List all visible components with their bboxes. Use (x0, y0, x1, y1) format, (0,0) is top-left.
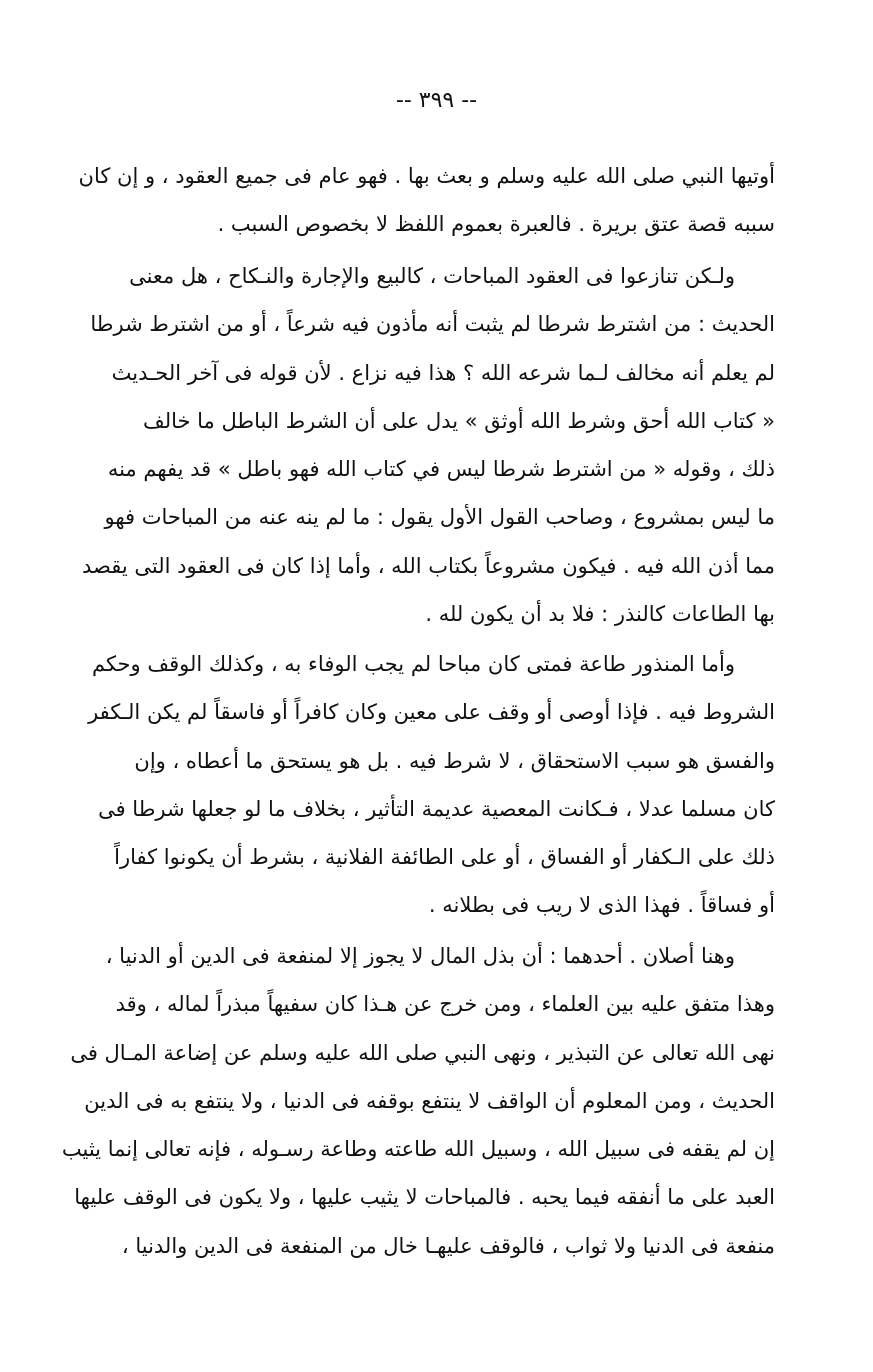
text-line: « كتاب الله أحق وشرط الله أوثق » يدل على أن الشرط الباطل ما خالف (142, 408, 775, 433)
paragraph-4 (61, 932, 775, 1270)
text-line: العبد على ما أنفقه فيما يحبه . فالمباحات لا يثيب عليها ، ولا يكون فى الوقف عليها (74, 1185, 775, 1210)
text-line: كان مسلما عدلا ، فـكانت المعصية عديمة التأثير ، بخلاف ما لو جعلها شرطا فى (98, 796, 775, 821)
text-line: نهى الله تعالى عن التبذير ، ونهى النبي صلى الله عليه وسلم عن إضاعة المـال فى (70, 1040, 775, 1065)
text-line: أوتيها النبي صلى الله عليه وسلم و بعث بها . فهو عام فى جميع العقود ، و إن كان (78, 164, 775, 188)
text-line: وهذا متفق عليه بين العلماء ، ومن خرج عن هـذا كان سفيهاً مبذراً لماله ، وقد (115, 992, 775, 1017)
page-number: -- ٣٩٩ -- (395, 88, 478, 113)
text-line: ولـكن تنازعوا فى العقود المباحات ، كالبيع والإجارة والنـكاح ، هل معنى (129, 264, 735, 288)
text-line: وأما المنذور طاعة فمتى كان مباحا لم يجب الوفاء به ، وكذلك الوقف وحكم (91, 652, 735, 676)
text-line: ذلك ، وقوله « من اشترط شرطا ليس في كتاب الله فهو باطل » قد يفهم منه (107, 457, 775, 482)
text-line: الحديث : من اشترط شرطا لم يثبت أنه مأذون فيه شرعاً ، أو من اشترط شرطا (90, 312, 775, 337)
text-line: ذلك على الـكفار أو الفساق ، أو على الطائفة الفلانية ، بشرط أن يكونوا كفاراً (114, 845, 775, 870)
text-line: منفعة فى الدنيا ولا ثواب ، فالوقف عليهـا خال من المنفعة فى الدين والدنيا ، (121, 1233, 775, 1258)
text-line: والفسق هو سبب الاستحقاق ، لا شرط فيه . بل هو يستحق ما أعطاه ، وإن (134, 748, 775, 773)
text-line: أو فساقاً . فهذا الذى لا ريب فى بطلانه . (428, 893, 775, 918)
text-line: إن لم يقفه فى سبيل الله ، وسبيل الله طاعته وطاعة رسـوله ، فإنه تعالى إنما يثيب (61, 1137, 775, 1162)
text-line: مما أذن الله فيه . فيكون مشروعاً بكتاب الله ، وأما إذا كان فى العقود التى يقصد (82, 553, 775, 578)
text-line: الحديث ، ومن المعلوم أن الواقف لا ينتفع بوقفه فى الدنيا ، ولا ينتفع به فى الدين (84, 1088, 775, 1113)
paragraph-1 (78, 152, 775, 249)
text-line: ما ليس بمشروع ، وصاحب القول الأول يقول : ما لم ينه عنه من المباحات فهو (104, 505, 775, 530)
text-line: لم يعلم أنه مخالف لـما شرعه الله ؟ هذا فيه نزاع . لأن قوله فى آخر الحـديث (111, 360, 775, 385)
text-line: الشروط فيه . فإذا أوصى أو وقف على معين وكان كافراً أو فاسقاً لم يكن الـكفر (88, 700, 775, 725)
paragraph-2 (82, 252, 775, 638)
text-line: وهنا أصلان . أحدهما : أن بذل المال لا يجوز إلا لمنفعة فى الدين أو الدنيا ، (105, 944, 735, 968)
text-line: سببه قصة عتق بريرة . فالعبرة بعموم اللفظ لا بخصوص السبب . (217, 212, 775, 237)
paragraph-3 (88, 640, 775, 930)
text-line: بها الطاعات كالنذر : فلا بد أن يكون لله . (425, 602, 775, 627)
